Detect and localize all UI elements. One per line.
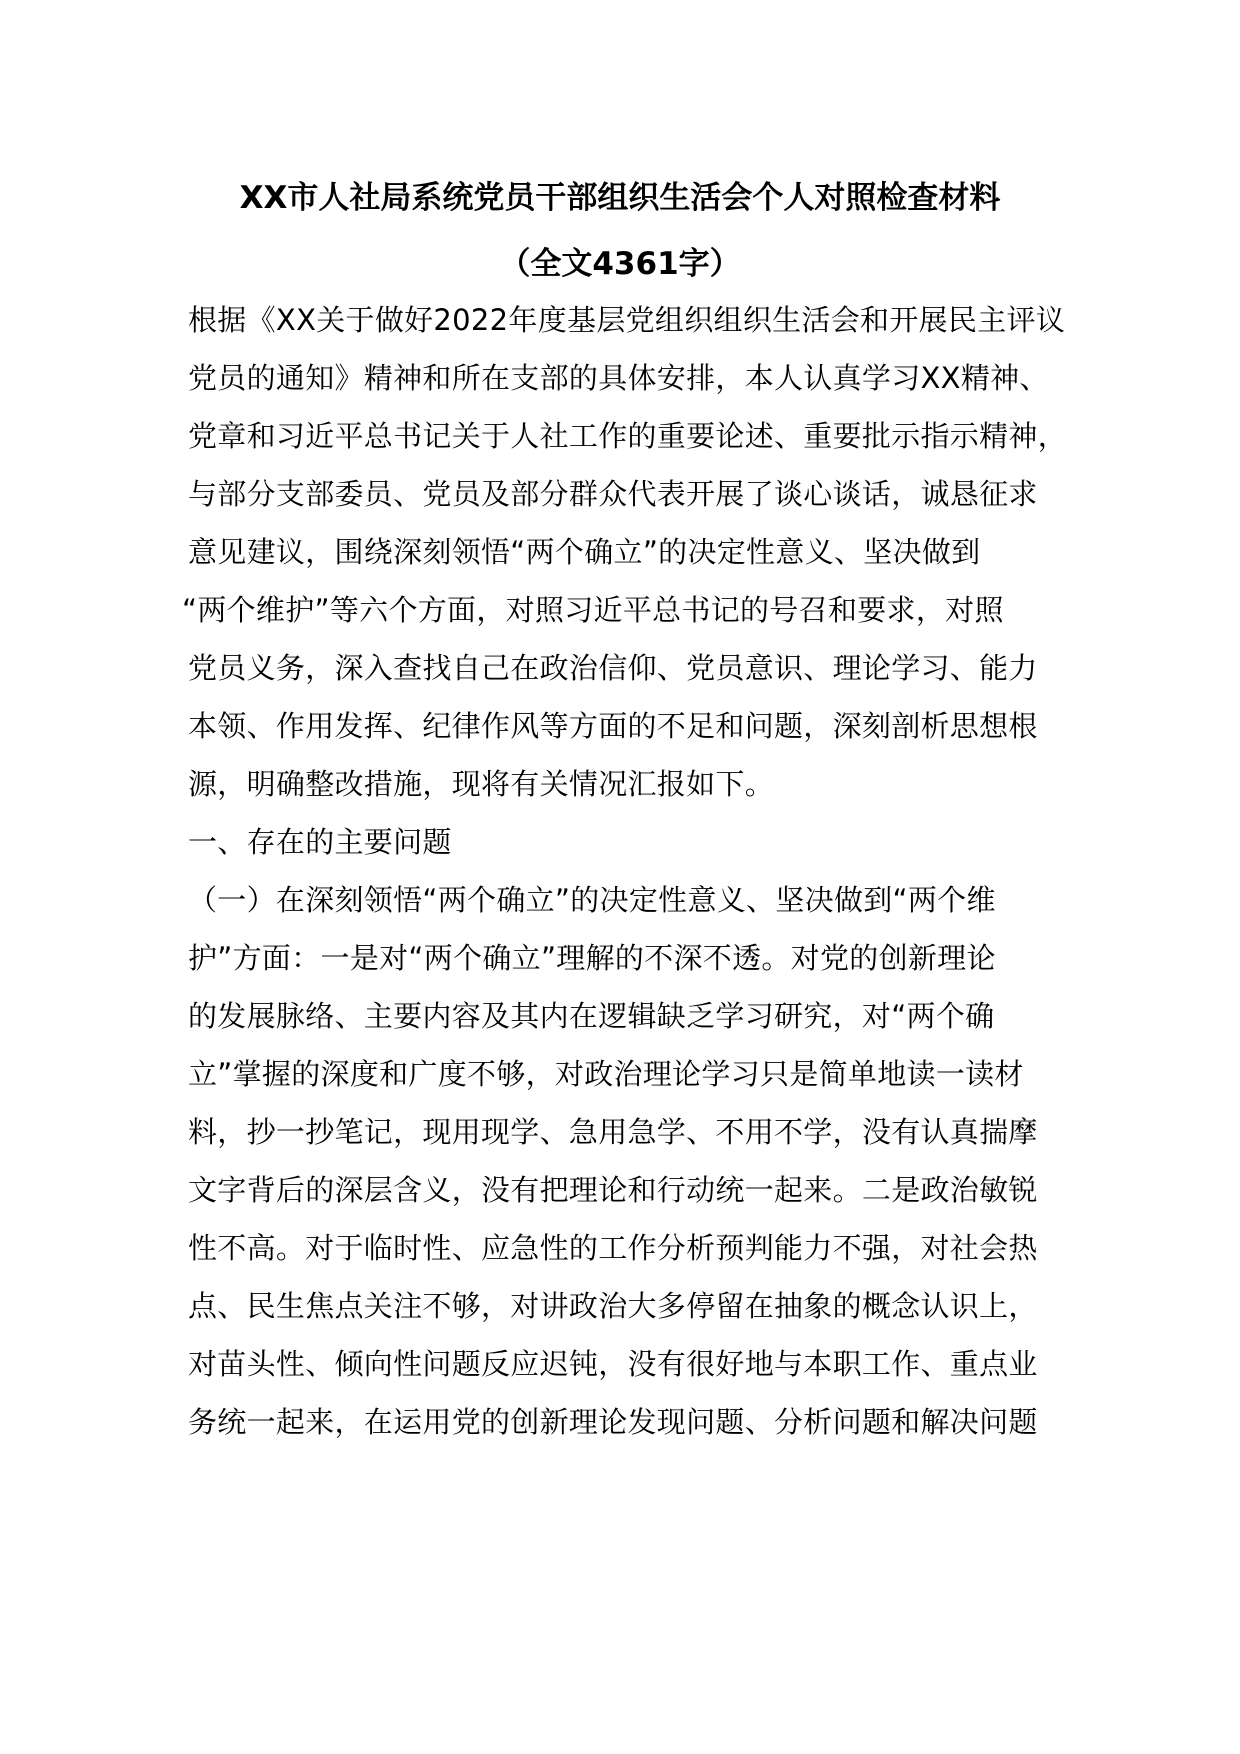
body-line: 性不高。对于临时性、应急性的工作分析预判能力不强，对社会热 — [188, 1231, 1038, 1265]
body-line: 的发展脉络、主要内容及其内在逻辑缺乏学习研究，对“两个确 — [188, 999, 995, 1033]
body-line: 对苗头性、倾向性问题反应迟钝，没有很好地与本职工作、重点业 — [188, 1347, 1038, 1381]
body-line: 立”掌握的深度和广度不够，对政治理论学习只是简单地读一读材 — [188, 1057, 1024, 1091]
body-line: 党章和习近平总书记关于人社工作的重要论述、重要批示指示精神， — [188, 419, 1068, 453]
body-line: 源，明确整改措施，现将有关情况汇报如下。 — [188, 767, 775, 801]
body-line: 本领、作用发挥、纪律作风等方面的不足和问题，深刻剖析思想根 — [188, 709, 1038, 743]
body-line: 党员的通知》精神和所在支部的具体安排，本人认真学习XX精神、 — [188, 361, 1049, 395]
body-line: 务统一起来，在运用党的创新理论发现问题、分析问题和解决问题 — [188, 1405, 1038, 1439]
body-line: 料，抄一抄笔记，现用现学、急用急学、不用不学，没有认真揣摩 — [188, 1115, 1038, 1149]
document-title: XX市人社局系统党员干部组织生活会个人对照检查材料 — [239, 180, 1001, 216]
body-line: “两个维护”等六个方面，对照习近平总书记的号召和要求，对照 — [182, 593, 1004, 627]
body-line: 点、民生焦点关注不够，对讲政治大多停留在抽象的概念认识上， — [188, 1289, 1038, 1323]
section-heading: 一、存在的主要问题 — [188, 825, 452, 859]
body-line: 党员义务，深入查找自己在政治信仰、党员意识、理论学习、能力 — [188, 651, 1038, 685]
body-line: 文字背后的深层含义，没有把理论和行动统一起来。二是政治敏锐 — [188, 1173, 1038, 1207]
body-line: （一）在深刻领悟“两个确立”的决定性意义、坚决做到“两个维 — [188, 883, 996, 917]
document-subtitle: （全文4361字） — [499, 246, 741, 282]
body-line: 护”方面：一是对“两个确立”理解的不深不透。对党的创新理论 — [188, 941, 996, 975]
body-line: 根据《XX关于做好2022年度基层党组织组织生活会和开展民主评议 — [188, 303, 1066, 337]
body-line: 意见建议，围绕深刻领悟“两个确立”的决定性意义、坚决做到 — [188, 535, 981, 569]
body-line: 与部分支部委员、党员及部分群众代表开展了谈心谈话，诚恳征求 — [188, 477, 1038, 511]
